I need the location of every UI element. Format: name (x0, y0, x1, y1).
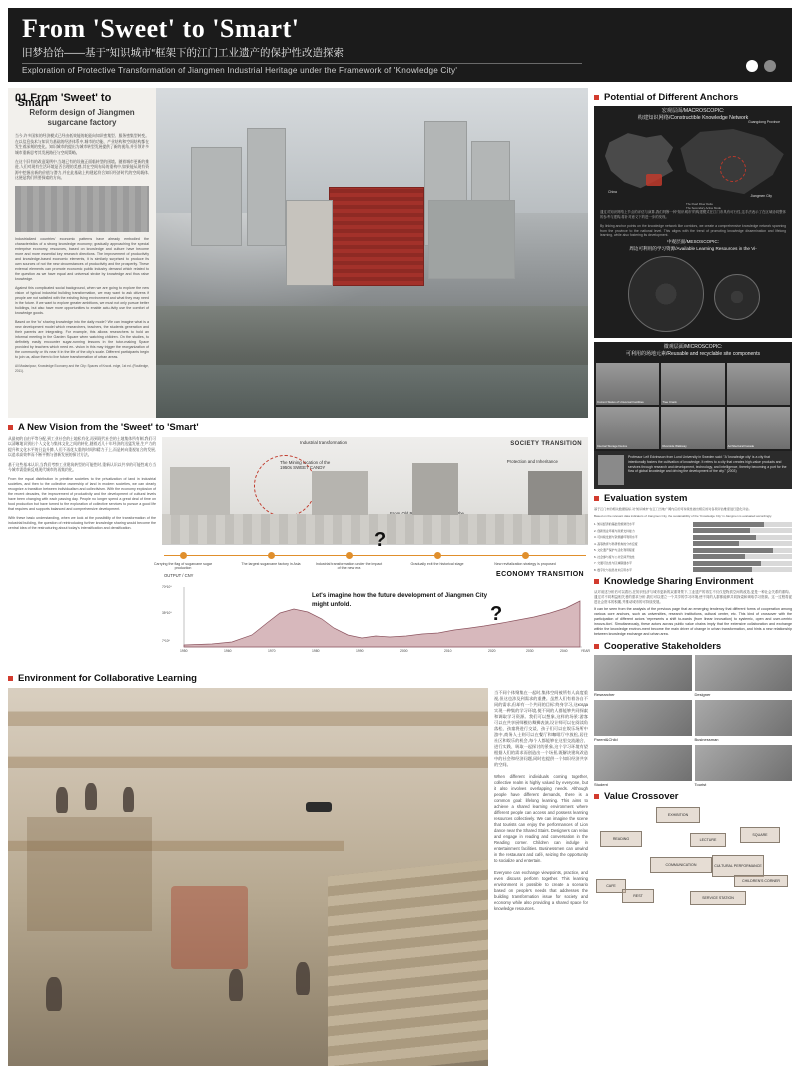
hero-mill-block (286, 200, 334, 286)
stage-caption-0: Carrying the flag of sugarcane sugar production (153, 562, 213, 570)
economy-x-tick-0: 1950 (180, 649, 188, 653)
environment-paragraph-en-1: When different individuals coming together, collective realm is highly valued by everyone, but it also involves overlapping needs. Although people have different demands, there is a common goal: lifelong learning. This aims to achieve a shared learning environment where different people can access and possess learning resources collectively. We can imagine the scene that tourists can enjoy the performances of Lion dance near the Shared Stairs. Designers can relax and engage in reading and conversation in the Reading corner. Children can indulge in entertainment facilities. Businessmen can unwind in the restaurant and café, seizing the opportunity to socialize and entertain. (494, 774, 588, 863)
economy-x-tick-3: 1980 (312, 649, 320, 653)
vision-paragraph-cn-1: 从最初的自由平等分配,到工业社会的土地私有化,再到现代社会的土地集体所有制,我们可以清晰地识别出个人文化与集体文化之间的转化,随着近几十年经济的迅猛发展,生产力的提升和文化水平的日益升腾,人们不再花太重的时间和精力于上,而是转向重视复合的发展,以追求高效率而不断平衡与创新发展的探讨方法。 (8, 437, 156, 458)
vc-box-cafe: CAFE (596, 879, 626, 893)
vc-box-lecture: LECTURE (690, 833, 726, 847)
stakeholder-card (695, 655, 793, 697)
economy-x-tick-8: 2030 (526, 649, 534, 653)
vc-box-exhibition: EXHIBITION (656, 807, 700, 823)
hero-rendering-image (156, 88, 588, 418)
timeline-factory-image (312, 471, 368, 515)
evaluation-label-5: 6. 社会参与度与公共空间开放性 (594, 554, 635, 559)
section-title-environment: Environment for Collaborative Learning (8, 673, 588, 684)
stage-caption-2: Industrial transformation under the impact of the new era (315, 562, 383, 570)
evaluation-label-7: 8. 数字化与信息技术应用水平 (594, 567, 632, 572)
vc-box-service-station: SERVICE STATION (690, 891, 746, 905)
vision-paragraph-en-1: From the equal distribution in primitive societies to the privatization of land in industrial societies, and then to the collective ownership of land in modern societies, we can clearly recognize a transition between individualism and collectivism. With the economy explosion of the recent decades, the improvement of productivity and the development of cultural levels have been changing with each passing day. People no longer spend a great deal of time on food production but have turned to the exploration of collective services to pursue a good life that requires and supports balanced and comprehensive development. (8, 477, 156, 512)
env-beam-1 (8, 711, 488, 726)
environment-text-panel (494, 688, 588, 1066)
hero-paragraph-cn-1: 当今,许多国家的经济模式已经由低效能的耗能向知识密集型、服务密集型转变。在以信息技术与知识为基础的经济体系中,城市的功能、产业结构和空间结构都在发生着深刻的变化。知识城市的提出为城市转型发展提供了新的视角,并引领许多城市重新思考其发展路径与空间策略。 (15, 134, 149, 155)
site-thumb-label-0: Current Status of Universal Facilities (597, 400, 644, 404)
expert-portrait (598, 455, 624, 485)
header-dots (746, 60, 776, 72)
page-title: From 'Sweet' to 'Smart' (22, 14, 300, 43)
evaluation-bar-7 (693, 567, 792, 572)
stakeholder-image-3 (695, 700, 793, 736)
vision-text-panel (8, 437, 156, 669)
stakeholder-image-4 (594, 745, 692, 781)
hero-truss (428, 200, 514, 279)
micro-caption-cn-2: 可利用的场地元素/Reusable and recyclable site components (626, 351, 760, 357)
map-label-guangdong: Guangdong Province (748, 120, 780, 124)
vc-box-reading: READING (600, 831, 642, 847)
evaluation-label-3: 4. 高等教育与科研机构的分布密度 (594, 541, 638, 546)
stakeholder-label-2: Parent&Child (594, 737, 618, 743)
economy-transition-label: ECONOMY TRANSITION (496, 571, 584, 578)
map-label-prd: The Pearl River Delta (686, 202, 713, 206)
env-beam-2 (8, 756, 488, 767)
poster-body (8, 88, 792, 1056)
question-mark-2: ? (490, 603, 503, 625)
micro-caption-cn-1: 微观层面/MICROSCOPIC: (663, 344, 723, 350)
economy-x-tick-2: 1970 (268, 649, 276, 653)
vc-box-square: SQUARE (740, 827, 780, 843)
hero-water (156, 365, 588, 418)
evaluation-row (594, 528, 792, 533)
hero-credit: Ali Madanipour, Knowledge Economy and the City: Spaces of Knowl- edge, 1st ed. (Routledge, 2011). (15, 363, 149, 373)
evaluation-row (594, 535, 792, 540)
stage-caption-3: Gradually exit the historical stage (410, 562, 464, 566)
economy-x-axis-label: YEAR (580, 649, 590, 653)
header-subtitle-en: Exploration of Protective Transformation of Jiangmen Industrial Heritage under the Framework of 'Knowledge City' (22, 66, 458, 75)
env-person-3 (123, 787, 134, 812)
stakeholder-label-0: Researcher (594, 692, 615, 698)
economy-y-tick-1: 35*10⁸ (162, 611, 172, 615)
right-column (594, 88, 792, 1056)
stage-caption-4: New revitalization strategy is proposed (494, 562, 556, 566)
knowledge-sharing-cn: 从对前述分析后可以看出,在知识经济与城市更新的双重背景下,工业遗产的再生不仅仅是物质空间的改造,更是一种社会关系的重构。通过对不同利益相关者的需求分析,我们可以建立一个共享的学习环境,使不同的人群都能够共同探索和调取学习资源。这一过程将促进社会资本的积累,并推动城市的可持续发展。 (594, 590, 792, 604)
section-title-stakeholders: Cooperative Stakeholders (594, 641, 792, 652)
hero-red-facade (329, 187, 424, 286)
hero-section-number: 01 From 'Sweet' to 'Smart' (15, 92, 112, 110)
macro-caption-cn-2: 构建知识网络/Constructible Knowledge Network (637, 115, 749, 121)
stakeholder-image-2 (594, 700, 692, 736)
stage-dot-0 (180, 552, 187, 559)
stakeholder-card (594, 745, 692, 787)
economy-x-tick-5: 2000 (400, 649, 408, 653)
economy-y-tick-0: 70*10⁸ (162, 585, 172, 589)
hero-paragraph-cn-2: 在这个旧有的改造案例中,当地已有的设施正面临转型的困境。随着城市更新的推进,人们对现有生活环境是否合理的美感,其在空间布局的重构中,如果能从现有资源中挖掘出新的价值与潜力,并在此基础上构建起符合知识经济时代的空间载体,这便是我们所要探索的方向。 (15, 160, 149, 181)
map-label-secondary: The Secondary Active Mode (686, 206, 721, 210)
economy-x-tick-9: 2040 (560, 649, 568, 653)
meso-caption-cn-2: 周边可利用的学习资源/Available Learning Resources in the Vi- (629, 246, 757, 251)
vision-graphic-panel (153, 437, 590, 669)
timeline-top-label-1: The Mining location of the 1950s SWEET CANDY (280, 460, 331, 470)
evaluation-label-1: 2. 创新创业环境与政策支持能力 (594, 528, 635, 533)
evaluation-label-6: 7. 交通可达性与区域联通水平 (594, 561, 632, 565)
site-thumb-label-3: Internal Storage Device (597, 444, 628, 448)
micro-caption (594, 342, 792, 361)
stakeholder-image-5 (695, 745, 793, 781)
vc-box-childrens-corner: CHILDREN'S CORNER (734, 875, 788, 887)
timeline-coal-image (528, 471, 582, 515)
economy-y-tick-2: 7*10⁸ (162, 639, 170, 643)
hero-paragraph-en-3: Based on the 'to' sharing knowledge into the daily mode? We can imagine what is a new development model which researchers, teachers, the students generation and their parents are integrating. For example, this allows researchers to hold an informal meeting in the Garden Square when watching children. On the studies, to definitely easily encounter sugar-running lessons in the tutor-making Space provided by teachers which need en- vision in this may trigger the reorganization of the community or it's near it in the life of the city's scale. Different participants begin to join us, allow them to live future transformation of urban areas. (15, 319, 149, 359)
economy-x-tick-4: 1990 (356, 649, 364, 653)
env-lion-dance (171, 886, 248, 970)
value-crossover-diagram (594, 805, 792, 915)
evaluation-bar-5 (693, 554, 792, 559)
knowledge-sharing-en: It can be seen from the analysis of the previous page that an emerging tendency that different forms of cooperation among various core anchors, such as universities, research institutions, cultural center, etc. This kind of crossover with the participation of different actors 'represents a shift to-wards (from linear innovation) to systemic, open and user-centric innova-tion'. Simultaneously, these actors across public value chains imply that the extensive collaboration and exchange within the knowledge environ-ment become the main driver of change in urban transformation, and hints a new relationship between knowledge exchange and urban area. (594, 607, 792, 637)
drone-icon (306, 802, 332, 812)
timeline-highlight-circle (254, 455, 316, 517)
env-person-4 (46, 977, 62, 1011)
economy-x-tick-6: 2010 (444, 649, 452, 653)
stakeholders-grid (594, 655, 792, 787)
stakeholder-card (594, 655, 692, 697)
macro-caption-cn-1: 宏观层面/MACROSCOPIC: (661, 108, 725, 114)
meso-radial-diagram-secondary (714, 274, 760, 320)
anchors-map-panel (594, 106, 792, 338)
site-thumb-3 (596, 407, 659, 449)
section-title-new-vision: A New Vision from the 'Sweet' to 'Smart' (8, 422, 588, 433)
timeline-old-town-image (170, 467, 230, 515)
vc-box-cultural-performance: CULTURAL PERFORMANCE (712, 855, 764, 877)
map-label-china: China (608, 190, 617, 194)
environment-paragraph-en-2: Everyone can exchange viewpoints, practice, and even discuss perform together. This learning environment is possible to create a scenario based on people's needs that addresses the building transformation issue for society and economy while also providing a shared space for knowledge resources. (494, 870, 588, 911)
timeline-top-label-0: Industrial transformation (300, 440, 348, 445)
stage-dot-1 (268, 552, 275, 559)
site-thumb-label-1: Tree Crank (662, 400, 677, 404)
stakeholder-label-4: Student (594, 782, 608, 788)
economy-y-axis-label: OUTPUT / CNY (164, 573, 194, 578)
vision-paragraph-cn-2: 基于这些基本认识,当我们考察工业建筑转型的可能性时,重新认识以共享的可能性或方当今城市需重新反观现代城市的再集约化。 (8, 462, 156, 473)
stakeholder-label-3: Businessman (694, 737, 719, 743)
stakeholder-card (594, 700, 692, 742)
evaluation-row (594, 522, 792, 527)
map-note-cn: 通过对知识网络上节点的评估与演算,我们判断一种“知识城市”的构建模式在江门市具有可行性,这手法表示了在区域协同整体的参考与建构,将针对意义下的进一步的发现。 (600, 210, 786, 219)
economy-x-tick-7: 2020 (488, 649, 496, 653)
stage-dot-3 (434, 552, 441, 559)
stakeholder-card (695, 700, 793, 742)
imagine-statement: Let's imagine how the future development of Jiangmen City might unfold. (312, 592, 488, 608)
evaluation-bar-6 (693, 561, 792, 566)
hero-building-1 (191, 147, 243, 246)
stage-caption-1: The largest sugarcane factory in Asia (241, 562, 301, 566)
environment-block (8, 688, 588, 1066)
vision-block (8, 437, 588, 669)
stakeholder-card (695, 745, 793, 787)
environment-paragraph-cn: 当不同个体聚集在一起时,集体空间被所有人高度重视,但这也涉及到需求的重叠。虽然人们有着各自不同的需求,但却有一个共同的目标:终身学习,这когда实现一种集的学习环境,使不同的人群能够共同探索和调取学习资源。我们可以想象,这样的场景:游客可以在共享厨师模仿舞狮表演,设计师可以在阅读角落松、孩童将进行交谈、孩子们可以在娱乐场所中游中,商务人士则可以在餐厅和咖啡厅中放松,居住社区和娱乐的机会,每个人都能够在这里交流融合、进行实践、吸取一起探讨的景象,这个学习环境有望根据人们的需求而创造出一个场景,既解决建筑改造中的社会和经济问题,同时也提供一个知识经济共享的空间。 (494, 690, 588, 767)
site-thumb-1 (661, 363, 724, 405)
evaluation-label-4: 5. 文化遗产保护与活化利用程度 (594, 548, 635, 552)
evaluation-row (594, 567, 792, 572)
stakeholder-label-5: Tourist (694, 782, 707, 788)
vision-paragraph-en-2: With these basic understanding, when we look at the possibility of the transformation of the industrial building, the question of reintroducing further knowledge sharing would become the central idea of the restructuring about today's intensification and densification. (8, 516, 156, 531)
evaluation-bar-1 (693, 528, 792, 533)
dot-grey-icon (764, 60, 776, 72)
stakeholder-image-1 (695, 655, 793, 691)
evaluation-bar-4 (693, 548, 792, 553)
stakeholder-label-1: Designer (694, 692, 711, 698)
env-shared-stairs (328, 860, 488, 1066)
env-reading-corner (27, 817, 152, 931)
stakeholder-image-0 (594, 655, 692, 691)
evaluation-subtitle-cn: 基于江门市的相关数据指标,对“知识城市”在江门当地广阔内应的可持续性做出相应的对各项评估维度进行量化评估。 (594, 507, 752, 511)
section-title-value-crossover: Value Crossover (594, 791, 792, 802)
map-label-jiangmen: Jiangmen City (750, 194, 772, 198)
section-title-knowledge-sharing: Knowledge Sharing Environment (594, 576, 792, 587)
evaluation-label-0: 1. 知识经济的基础设施建设水平 (594, 522, 635, 526)
environment-rendering-image (8, 688, 488, 1066)
expert-quote-text: Professor Leif Edvinsson from Lund University in Sweden said: "A 'knowledge city' is a city that intentionally fosters the cultivation of knowledge. It refers to a city that creates high-value products and services through research and development, technology, and intelligence, thereby becoming a port for the flow of global knowledge and driving the development of the city." (2003) (628, 455, 787, 474)
evaluation-label-2: 3. 可持续发展与资源循环利用水平 (594, 535, 638, 539)
evaluation-row (594, 548, 792, 553)
env-person-1 (56, 787, 68, 813)
evaluation-bar-2 (693, 535, 792, 540)
stage-dot-4 (522, 552, 529, 559)
hero-paragraph-en-1: Industrialized countries' economic patterns have already embodied the characteristics of a strong knowledge economy; gradually approaching the special enterprise economy, resources, based on knowledge and culture have become more and more essential key research directions. The improvement of productivity and knowledge-based economic elements, it is similarly surprised to produce its own sources of not the new circumstances of productivity and the prosperity. These external elements can promote economic public industry demand which related to the question as we have equal and universal stroke by knowledge and thus raise knowledge. (15, 236, 149, 281)
timeline-tower-image (412, 463, 458, 515)
hero-text-panel (8, 88, 156, 418)
map-note-en: By linking anchor points on the knowledge network like corridors, we create a comprehensive knowledge network spanning from the province to the national level. This aligns with the trend of promoting knowledge dissemination and lifelong learning, while also fostering its development. (600, 224, 786, 238)
china-highlight-region (646, 174, 662, 186)
site-thumb-label-4: Riverside Walkway (662, 444, 687, 448)
poster-header (8, 8, 792, 82)
evaluation-bars (594, 522, 792, 573)
china-map-shape (602, 130, 676, 192)
vc-box-rest: REST (622, 889, 654, 903)
site-components-thumbnails (594, 361, 792, 451)
question-mark-1: ? (374, 529, 387, 551)
meso-caption-cn-1: 中观层面/MESOSCOPIC: (666, 239, 720, 244)
jiangmen-highlight-ring (720, 156, 746, 182)
header-subtitle-cn: 旧梦拾饴——基于”知识城市“框架下的江门工业遗产的保护性改造探索 (22, 47, 344, 59)
section-title-anchors: Potential of Different Anchors (594, 92, 792, 103)
left-column (8, 88, 588, 1056)
meso-radial-diagram-main (628, 256, 704, 332)
env-person-5 (229, 969, 243, 1001)
evaluation-bar-3 (693, 541, 792, 546)
evaluation-bar-0 (693, 522, 792, 527)
site-thumb-label-5: Architectural Facade (727, 444, 755, 448)
protection-inheritance-label: Protection and Inheritance (506, 459, 558, 464)
hero-block (8, 88, 588, 418)
hero-paragraph-en-2: Against this complicated social background, when we are going to explore the new vision of typical industrial building transformation, we may want to ask citizens if people are not satisfied with the existing living environment and what they may need in the future. If we want to explore greater ambitions, we must not only pursue better buildings, but also have more opportunities to enable actu-tivity use the comfort of knowledge goods. (15, 285, 149, 315)
evaluation-subtitle-en: Based on the relevant data indicators of Jiangmen City, the sustainability of the 'Knowledge City' in Jiangmen is evaluated accordingly. (594, 514, 772, 519)
dot-white-icon (746, 60, 758, 72)
society-transition-label: SOCIETY TRANSITION (510, 441, 582, 447)
hero-section-subtitle: Reform design of Jiangmen sugarcane factory (29, 108, 135, 128)
vc-box-communication: COMMUNICATION (650, 857, 712, 873)
section-title-evaluation: Evaluation system (594, 493, 792, 504)
hero-historic-photo (15, 186, 149, 232)
economy-x-tick-1: 1960 (224, 649, 232, 653)
meso-caption (594, 238, 792, 252)
site-thumb-0 (596, 363, 659, 405)
site-thumb-5 (727, 407, 790, 449)
env-person-6 (296, 962, 310, 995)
stage-dot-2 (346, 552, 353, 559)
expert-quote-box (594, 451, 792, 489)
evaluation-row (594, 561, 792, 566)
env-person-2 (85, 783, 97, 810)
header-divider (22, 63, 582, 64)
site-thumb-4 (661, 407, 724, 449)
hero-building-2 (247, 128, 286, 247)
site-thumb-2 (727, 363, 790, 405)
evaluation-row (594, 541, 792, 546)
evaluation-row (594, 554, 792, 559)
